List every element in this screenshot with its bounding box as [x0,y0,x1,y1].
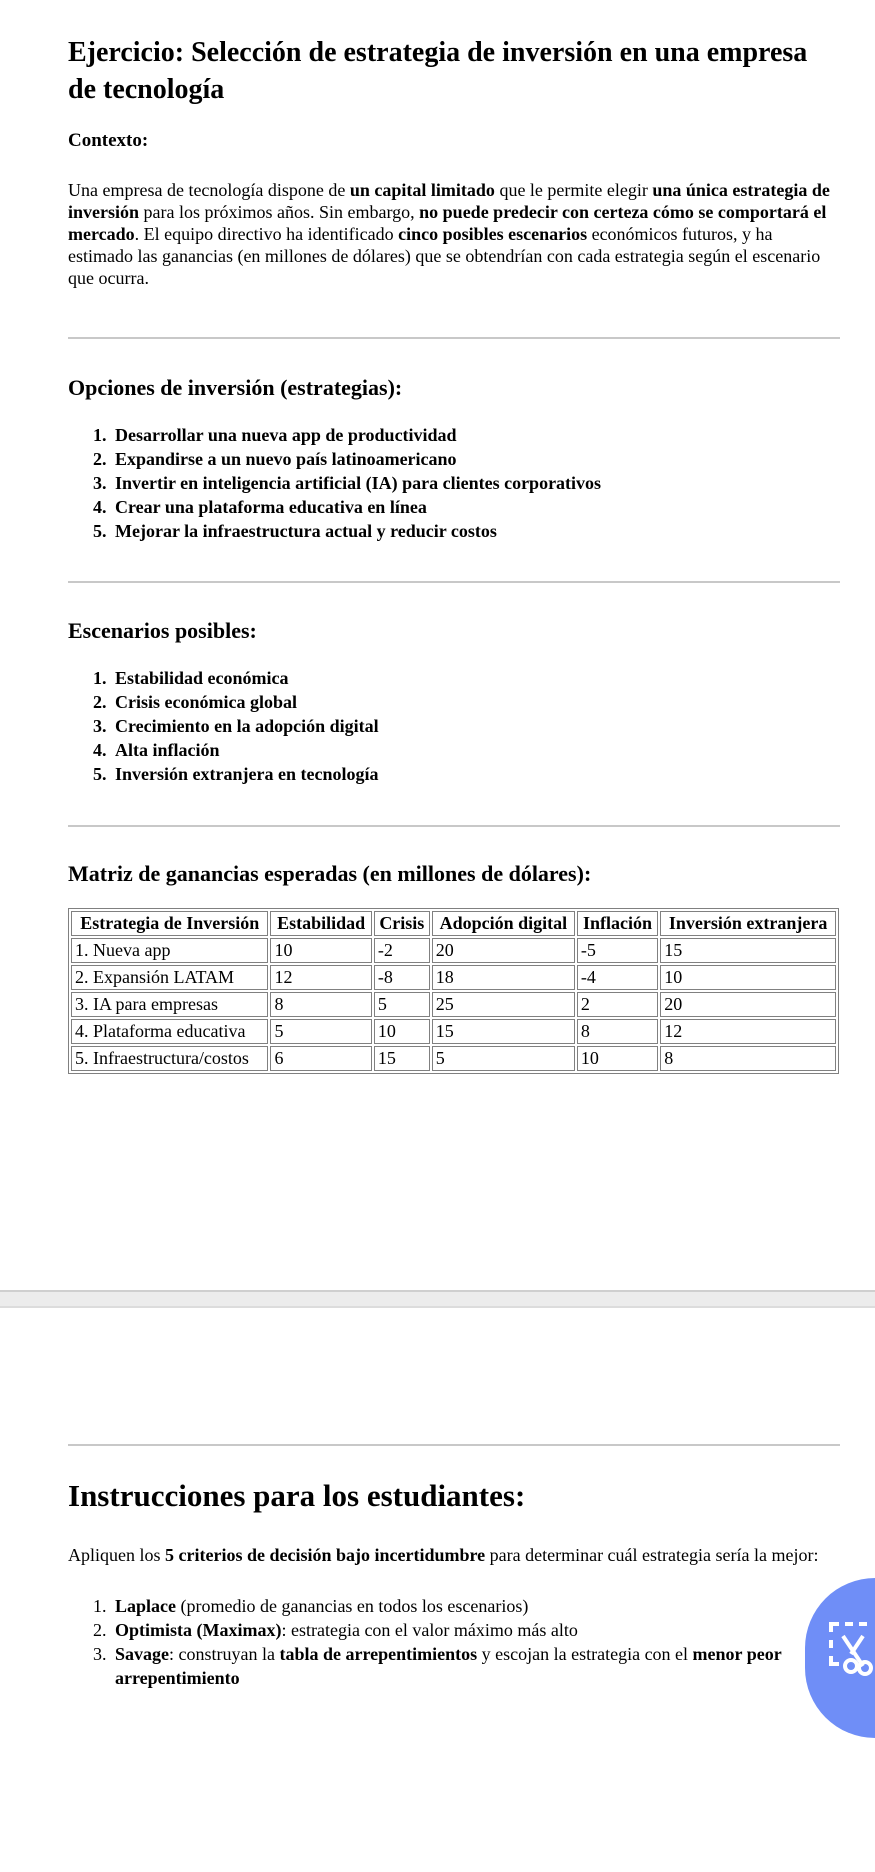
instructions-list [68,1594,840,1690]
instructions-intro: Apliquen los 5 criterios de decisión bajo incertidumbre para determinar cuál estrategia sería la mejor: [68,1545,819,1565]
list-item: 2. Expandirse a un nuevo país latinoamericano [111,447,840,471]
table-row [71,965,836,990]
matrix-section [68,860,840,1074]
payoff-value-cell: -2 [374,938,430,963]
payoff-value-cell: 12 [270,965,371,990]
table-header-cell: Estrategia de Inversión [71,911,268,936]
scenarios-section [68,617,840,786]
list-item: 3. Crecimiento en la adopción digital [111,714,840,738]
list-item: 1. Desarrollar una nueva app de productividad [111,423,840,447]
page-break [0,1290,875,1308]
payoff-value-cell: 5 [374,992,430,1017]
list-item: 1. Estabilidad económica [111,666,840,690]
context-section [68,130,840,289]
list-item: 2. Crisis económica global [111,690,840,714]
payoff-table [68,908,839,1074]
instructions-section [68,1478,840,1690]
list-item: 4. Crear una plataforma educativa en línea [111,495,840,519]
payoff-value-cell: 2 [577,992,658,1017]
strategies-list [68,423,840,543]
scenarios-heading: Escenarios posibles: [68,618,257,643]
list-item: 5. Mejorar la infraestructura actual y reducir costos [111,519,840,543]
table-row [71,1046,836,1071]
divider [68,825,840,827]
instructions-heading: Instrucciones para los estudiantes: [68,1478,526,1513]
payoff-value-cell: 15 [374,1046,430,1071]
context-label: Contexto: [68,130,149,151]
strategies-heading: Opciones de inversión (estrategias): [68,375,403,400]
table-row [71,938,836,963]
list-item: 3. Savage: construyan la tabla de arrepentimientos y escojan la estrategia con el menor peor arrepentimiento [111,1642,840,1690]
payoff-value-cell: 5 [270,1019,371,1044]
table-header-cell: Inflación [577,911,658,936]
table-row [71,1019,836,1044]
matrix-heading: Matriz de ganancias esperadas (en millones de dólares): [68,861,592,886]
payoff-value-cell: 20 [660,992,836,1017]
payoff-value-cell: 25 [432,992,575,1017]
payoff-value-cell: 6 [270,1046,371,1071]
list-item: 4. Alta inflación [111,738,840,762]
payoff-value-cell: 10 [660,965,836,990]
table-header-row [71,911,836,936]
list-item: 5. Inversión extranjera en tecnología [111,762,840,786]
list-item: 3. Invertir en inteligencia artificial (IA) para clientes corporativos [111,471,840,495]
page-title: Ejercicio: Selección de estrategia de inversión en una empresa de tecnología [68,37,808,105]
payoff-value-cell: 15 [660,938,836,963]
list-item: 1. Laplace (promedio de ganancias en todos los escenarios) [111,1594,840,1618]
table-header-cell: Crisis [374,911,430,936]
payoff-value-cell: -4 [577,965,658,990]
payoff-value-cell: 8 [270,992,371,1017]
divider [68,1444,840,1446]
payoff-value-cell: 5 [432,1046,575,1071]
divider [68,337,840,339]
strategy-name-cell: 1. Nueva app [71,938,268,963]
strategy-name-cell: 3. IA para empresas [71,992,268,1017]
table-header-cell: Estabilidad [270,911,371,936]
payoff-value-cell: 10 [270,938,371,963]
document-page-bottom [0,1308,875,1872]
payoff-value-cell: -8 [374,965,430,990]
payoff-value-cell: 10 [577,1046,658,1071]
table-row [71,992,836,1017]
title-block [68,34,840,108]
strategy-name-cell: 4. Plataforma educativa [71,1019,268,1044]
list-item: 2. Optimista (Maximax): estrategia con el valor máximo más alto [111,1618,840,1642]
payoff-value-cell: 18 [432,965,575,990]
payoff-value-cell: 20 [432,938,575,963]
context-paragraph: Una empresa de tecnología dispone de un capital limitado que le permite elegir una única estrategia de inversión para los próximos años. Sin embargo, no puede predecir con certeza cómo se comportará el mercado. El equipo directivo ha identificado cinco posibles escenarios económicos futuros, y ha estimado las ganancias (en millones de dólares) que se obtendrían con cada estrategia según el escenario que ocurra. [68,180,830,288]
table-header-cell: Adopción digital [432,911,575,936]
strategy-name-cell: 5. Infraestructura/costos [71,1046,268,1071]
payoff-value-cell: 12 [660,1019,836,1044]
divider [68,581,840,583]
strategies-section [68,374,840,543]
screenshot-scissors-icon [829,1622,875,1676]
table-header-cell: Inversión extranjera [660,911,836,936]
scenarios-list [68,666,840,786]
payoff-value-cell: -5 [577,938,658,963]
payoff-value-cell: 8 [660,1046,836,1071]
payoff-value-cell: 8 [577,1019,658,1044]
payoff-value-cell: 15 [432,1019,575,1044]
payoff-value-cell: 10 [374,1019,430,1044]
strategy-name-cell: 2. Expansión LATAM [71,965,268,990]
